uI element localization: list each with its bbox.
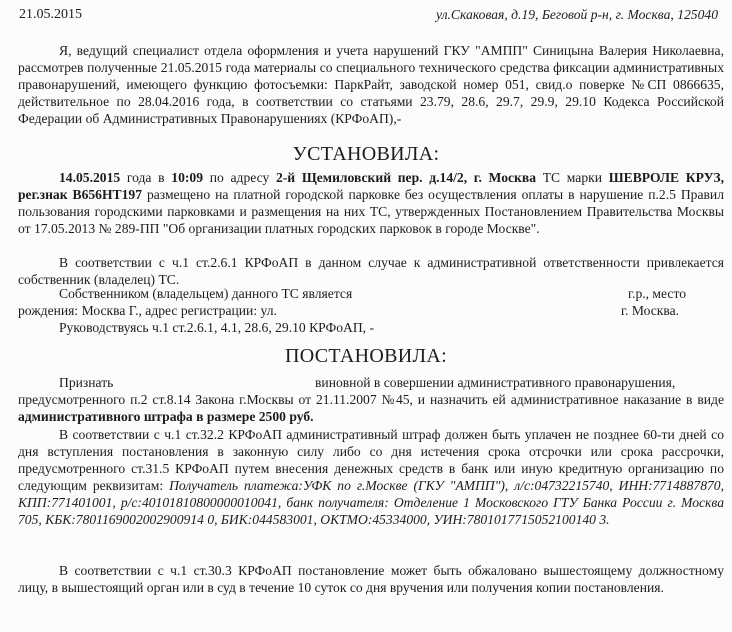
text-span: размещено на платной городской парковке без осуществления оплаты в нарушение п.2.5 Правил пользования городскими парковками и размещения на них ТС, утвержденных Постановлением Правительства Москвы от 17.05.2013 № 289-ПП "Об организации платных городских парковок в городе Москве". bbox=[18, 187, 724, 236]
vehicle-info: ШЕВРОЛЕ КРУЗ, рег.знак В656НТ197 bbox=[18, 170, 724, 202]
owner-line-2-right: г. Москва. bbox=[621, 303, 680, 318]
payment-paragraph bbox=[18, 426, 724, 528]
office-address: ул.Скаковая, д.19, Беговой р-н, г. Москва, 125040 bbox=[435, 7, 718, 22]
text-span: по адресу bbox=[203, 170, 276, 185]
heading-decided: ПОСТАНОВИЛА: bbox=[285, 345, 447, 367]
owner-line-1: Собственником (владельцем) данного ТС является bbox=[59, 286, 353, 301]
violation-address: 2-й Щемиловский пер. д.14/2, г. Москва bbox=[275, 170, 536, 185]
document-date: 21.05.2015 bbox=[19, 7, 82, 22]
established-paragraph bbox=[18, 169, 724, 237]
text-span: года в bbox=[120, 170, 172, 185]
appeal-paragraph: В соответствии с ч.1 ст.30.3 КРФоАП постановление может быть обжаловано вышестоящему должностному лицу, в вышестоящий орган или в суд в течение 10 суток со дня вручения или получения копии постановления. bbox=[18, 563, 724, 595]
fine-amount: административного штрафа в размере 2500 руб. bbox=[18, 409, 314, 424]
guided-line: Руководствуясь ч.1 ст.2.6.1, 4.1, 28.6, 29.10 КРФоАП, - bbox=[59, 320, 374, 335]
intro-paragraph: Я, ведущий специалист отдела оформления и учета нарушений ГКУ "АМПП" Синицына Валерия Николаевна, рассмотрев полученные 21.05.2015 года материалы со специального технического средства фиксации административных правонарушений, имеющего функцию фотосъемки: ПаркРайт, заводской номер 051, свид.о поверке №СП 0866635, действительное по 28.04.2016 года, в соответствии со статьями 23.79, 28.6, 29.7, 29.9, 29.10 Кодекса Российской Федерации об Административных Правонарушениях (КРФоАП),- bbox=[18, 43, 724, 126]
heading-established: УСТАНОВИЛА: bbox=[292, 143, 440, 165]
decision-paragraph bbox=[18, 391, 724, 425]
text-span: предусмотренного п.2 ст.8.14 Закона г.Москвы от 21.11.2007 №45, и назначить ей административное наказание в виде bbox=[18, 392, 724, 407]
violation-date: 14.05.2015 bbox=[59, 170, 121, 185]
violation-time: 10:09 bbox=[171, 170, 204, 185]
liability-paragraph: В соответствии с ч.1 ст.2.6.1 КРФоАП в данном случае к административной ответственности привлекается собственник (владелец) ТС. bbox=[18, 255, 724, 287]
text-span: ТС марки bbox=[536, 170, 609, 185]
owner-line-2: рождения: Москва Г., адрес регистрации: ул. bbox=[18, 303, 277, 318]
decision-recognize: Признать bbox=[59, 375, 114, 390]
payment-details: Получатель платежа:УФК по г.Москве (ГКУ "АМПП"), л/с:04732215740, ИНН:7714887870, КПП:771401001, р/с:40101810800000010041, банк получателя: Отделение 1 Московского ГТУ Банка России г. Москва 705, КБК:7801169002002900914 0, БИК:044583001, ОКТМО:45334000, УИН:7801017715052100140 3. bbox=[18, 478, 724, 527]
text-span: В соответствии с ч.1 ст.32.2 КРФоАП административный штраф должен быть уплачен не позднее 60-ти дней со дня вступления постановления в законную силу либо со дня истечения срока отсрочки или срока рассрочки, предусмотренного ст.31.5 КРФоАП путем внесения денежных средств в банк или иную кредитную организацию по следующим реквизитам: bbox=[18, 427, 724, 493]
owner-line-1-right: г.р., место bbox=[628, 286, 686, 301]
decision-guilty: виновной в совершении административного правонарушения, bbox=[315, 375, 676, 390]
